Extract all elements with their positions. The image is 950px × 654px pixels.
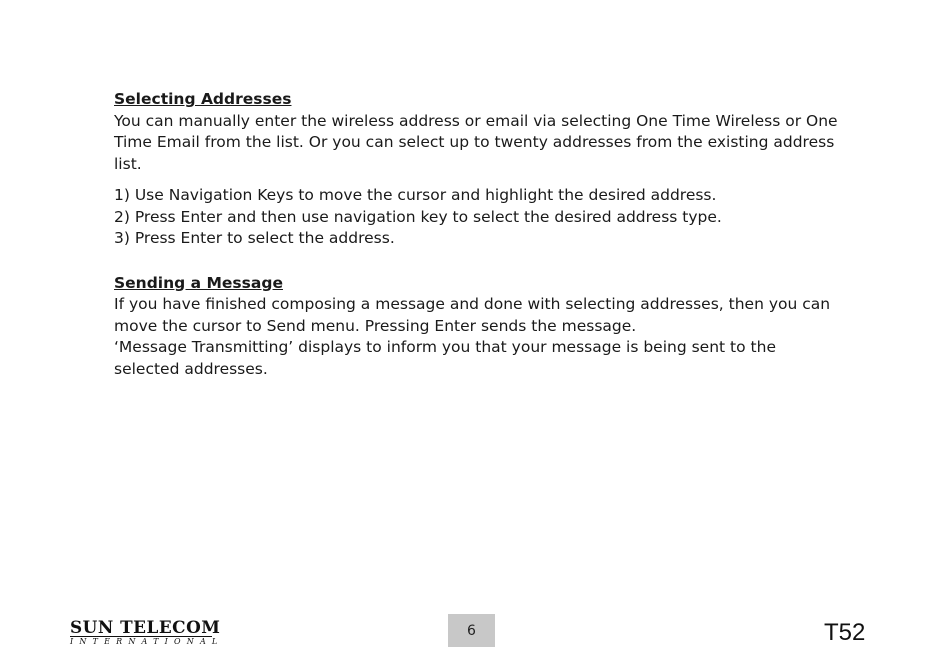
logo-name: SUN TELECOM [70,618,221,637]
sending-message-paragraph: ‘Message Transmitting’ displays to inform you that your message is being sent to the selected addresses. [114,338,776,378]
page-number-label: 6 [467,622,476,639]
sending-message-paragraph: If you have finished composing a message and done with selecting addresses, then you can move the cursor to Send menu. Pressing Enter sends the message. [114,295,831,335]
step-item: 2) Press Enter and then use navigation key to select the desired address type. [114,207,722,226]
model-label: T52 [824,619,866,646]
logo-subtitle: INTERNATIONAL [70,637,224,646]
company-logo [70,618,224,646]
section-heading-sending-message: Sending a Message [114,273,283,292]
section-heading-selecting-addresses: Selecting Addresses [114,90,292,108]
document-body [114,89,844,380]
step-item: 1) Use Navigation Keys to move the cursor and highlight the desired address. [114,186,717,204]
selecting-addresses-paragraph: You can manually enter the wireless address or email via selecting One Time Wireless or One Time Email from the list. Or you can select up to twenty addresses from the existing address list. [114,111,838,173]
page-number [448,614,495,647]
steps-list [114,185,844,250]
step-item: 3) Press Enter to select the address. [114,229,395,247]
